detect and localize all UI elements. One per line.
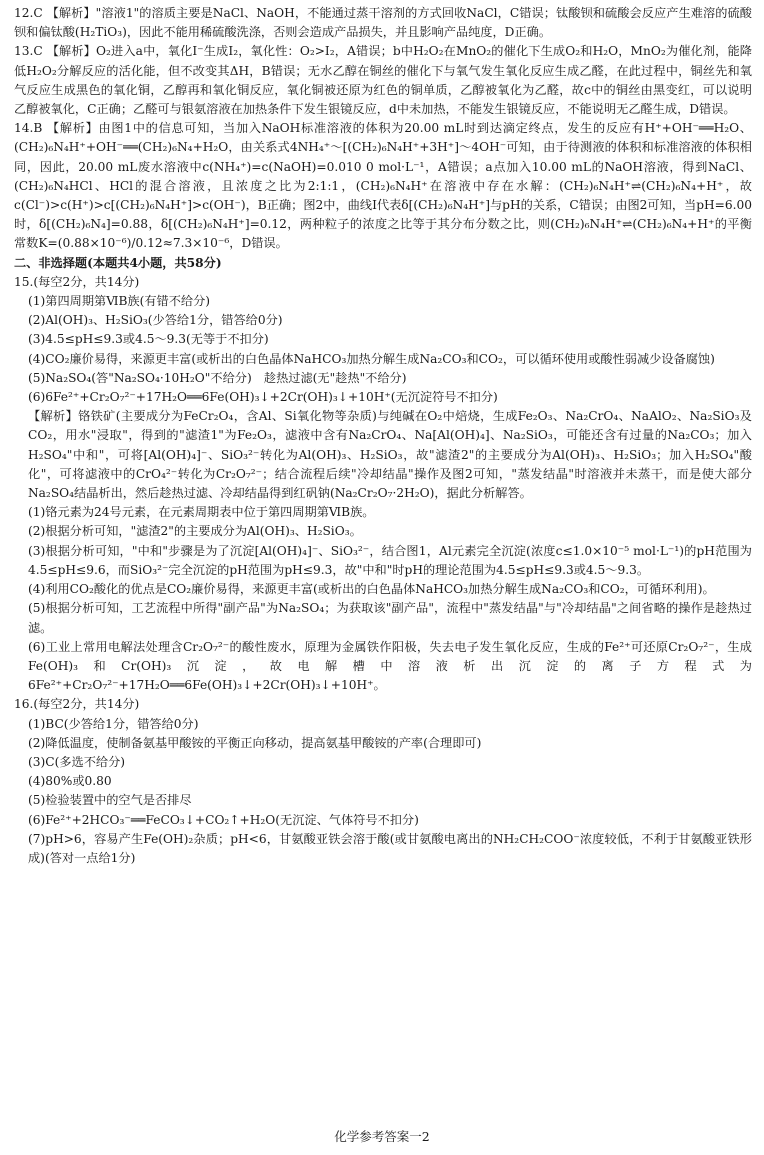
q16-answer-6: (6)Fe²⁺+2HCO₃⁻══FeCO₃↓+CO₂↑+H₂O(无沉淀、气体符号不扣分) <box>28 812 419 827</box>
q15-analysis-4: (4)利用CO₂酸化的优点是CO₂廉价易得，来源更丰富(或析出的白色晶体NaHCO₃加热分解生成Na₂CO₃和CO₂，可循环利用)。 <box>28 582 715 597</box>
q15-analysis-1: (1)铬元素为24号元素，在元素周期表中位于第四周期第ⅥB族。 <box>28 505 375 520</box>
q15-analysis-5: (5)根据分析可知，工艺流程中所得"副产品"为Na₂SO₄；为获取该"副产品"，流程中"蒸发结晶"与"冷却结晶"之间省略的操作是趁热过滤。 <box>28 601 752 635</box>
page-footer: 化学参考答案一2 <box>334 1129 430 1144</box>
q16-answer-5: (5)检验装置中的空气是否排尽 <box>28 793 192 808</box>
q15-answer-3: (3)4.5≤pH≤9.3或4.5～9.3(无等于不扣分) <box>28 332 269 347</box>
question-16-header: 16.(每空2分，共14分) <box>14 697 140 712</box>
q15-analysis-3: (3)根据分析可知，"中和"步骤是为了沉淀[Al(OH)₄]⁻、SiO₃²⁻，结合图1，Al元素完全沉淀(浓度c≤1.0×10⁻⁵ mol·L⁻¹)的pH范围为4.5≤pH≤9.6，而SiO₃²⁻完全沉淀的pH范围为pH≤9.3，故"中和"时pH的理论范围为4.5≤pH≤9.3或4.5～9.3。 <box>28 543 752 577</box>
q15-answer-4: (4)CO₂廉价易得，来源更丰富(或析出的白色晶体NaHCO₃加热分解生成Na₂CO₃和CO₂，可以循环使用或酸性弱减少设备腐蚀) <box>28 351 715 366</box>
q16-answer-3: (3)C(多选不给分) <box>28 754 126 769</box>
q15-analysis-2: (2)根据分析可知，"滤渣2"的主要成分为Al(OH)₃、H₂SiO₃。 <box>28 524 362 539</box>
q16-answer-4: (4)80%或0.80 <box>28 774 112 789</box>
answer-14: 14.B 【解析】由图1中的信息可知，当加入NaOH标准溶液的体积为20.00 mL时到达滴定终点，发生的反应有H⁺+OH⁻══H₂O、(CH₂)₆N₄H⁺+OH⁻══(CH₂)₆N₄+H₂O，由关系式4NH₄⁺～[(CH₂)₆N₄H⁺+3H⁺]～4OH⁻可知，由于待测液的体积和标准溶液的体积相同，因此，20.00 mL废水溶液中c(NH₄⁺)=c(NaOH)=0.010 0 mol·L⁻¹，A错误；a点加入10.00 mL的NaOH溶液，得到NaCl、(CH₂)₆N₄HCl、HCl的混合溶液，且浓度之比为2:1:1，(CH₂)₆N₄H⁺在溶液中存在水解：(CH₂)₆N₄H⁺⇌(CH₂)₆N₄+H⁺，故c(Cl⁻)>c(H⁺)>c[(CH₂)₆N₄H⁺]>c(OH⁻)，B正确；图2中，曲线Ⅰ代表δ[(CH₂)₆N₄H⁺]与pH的关系，C错误；由图2可知，当pH=6.00时，δ[(CH₂)₆N₄]=0.88，δ[(CH₂)₆N₄H⁺]=0.12，两种粒子的浓度之比等于其分布分数之比，则(CH₂)₆N₄H⁺⇌(CH₂)₆N₄+H⁺的平衡常数K=(0.88×10⁻⁶)/0.12≈7.3×10⁻⁶，D错误。 <box>14 121 752 251</box>
answer-12: 12.C 【解析】"溶液1"的溶质主要是NaCl、NaOH，不能通过蒸干溶剂的方式回收NaCl，C错误；钛酸钡和硫酸会反应产生难溶的硫酸钡和偏钛酸(H₂TiO₃)，因此不能用稀硫酸洗涤，否则会造成产品损失，并且影响产品纯度，D正确。 <box>14 6 752 40</box>
q15-analysis-6: (6)工业上常用电解法处理含Cr₂O₇²⁻的酸性废水，原理为金属铁作阳极，失去电子发生氧化反应，生成的Fe²⁺可还原Cr₂O₇²⁻，生成Fe(OH)₃和Cr(OH)₃沉淀，故电解槽中溶液析出沉淀的离子方程式为6Fe²⁺+Cr₂O₇²⁻+17H₂O══6Fe(OH)₃↓+2Cr(OH)₃↓+10H⁺。 <box>28 639 752 693</box>
q16-answer-1: (1)BC(少答给1分，错答给0分) <box>28 716 199 731</box>
q16-answer-7: (7)pH>6，容易产生Fe(OH)₂杂质；pH<6，甘氨酸亚铁会溶于酸(或甘氨酸电离出的NH₂CH₂COO⁻浓度较低，不利于甘氨酸亚铁形成)(答对一点给1分) <box>28 831 752 865</box>
q15-answer-2: (2)Al(OH)₃、H₂SiO₃(少答给1分，错答给0分) <box>28 313 283 328</box>
q15-analysis: 【解析】铬铁矿(主要成分为FeCr₂O₄，含Al、Si氧化物等杂质)与纯碱在O₂中焙烧，生成Fe₂O₃、Na₂CrO₄、NaAlO₂、Na₂SiO₃及CO₂，用水"浸取"，得到的"滤渣1"为Fe₂O₃，滤液中含有Na₂CrO₄、Na[Al(OH)₄]、Na₂SiO₃，可能还含有过量的Na₂CO₃；加入H₂SO₄"中和"，可将[Al(OH)₄]⁻、SiO₃²⁻转化为Al(OH)₃、H₂SiO₃，故"滤渣2"的主要成分为Al(OH)₃、H₂SiO₃；加入H₂SO₄"酸化"，可将滤液中的CrO₄²⁻转化为Cr₂O₇²⁻；结合流程后续"冷却结晶"操作及图2可知，"蒸发结晶"时溶液并未蒸干，而是使大部分Na₂SO₄结晶析出，然后趁热过滤、冷却结晶得到红矾钠(Na₂Cr₂O₇·2H₂O)，据此分析解答。 <box>28 409 752 501</box>
q15-answer-5: (5)Na₂SO₄(答"Na₂SO₄·10H₂O"不给分) 趁热过滤(无"趁热"不给分) <box>28 370 407 385</box>
q15-answer-1: (1)第四周期第ⅥB族(有错不给分) <box>28 294 211 309</box>
q15-answer-6: (6)6Fe²⁺+Cr₂O₇²⁻+17H₂O══6Fe(OH)₃↓+2Cr(OH)₃↓+10H⁺(无沉淀符号不扣分) <box>28 390 498 405</box>
question-15-header: 15.(每空2分，共14分) <box>14 274 140 289</box>
q16-answer-2: (2)降低温度，使制备氨基甲酸铵的平衡正向移动，提高氨基甲酸铵的产率(合理即可) <box>28 735 482 750</box>
answer-13: 13.C 【解析】O₂进入a中，氧化I⁻生成I₂，氧化性：O₂>I₂，A错误；b中H₂O₂在MnO₂的催化下生成O₂和H₂O，MnO₂为催化剂，能降低H₂O₂分解反应的活化能，但不改变其ΔH，B错误；无水乙醇在铜丝的催化下与氧气发生氧化反应生成乙醛，在此过程中，铜丝先和氧气反应生成黑色的氧化铜，乙醇再和氧化铜反应，氧化铜被还原为红色的铜单质，乙醇被氧化为乙醛，故c中的铜丝由黑变红，可以说明乙醇被氧化，C正确；乙醛可与银氨溶液在加热条件下发生银镜反应，d中未加热，不能发生银镜反应，不能说明无乙醛生成，D错误。 <box>14 44 752 117</box>
section-heading: 二、非选择题(本题共4小题，共58分) <box>14 255 222 270</box>
